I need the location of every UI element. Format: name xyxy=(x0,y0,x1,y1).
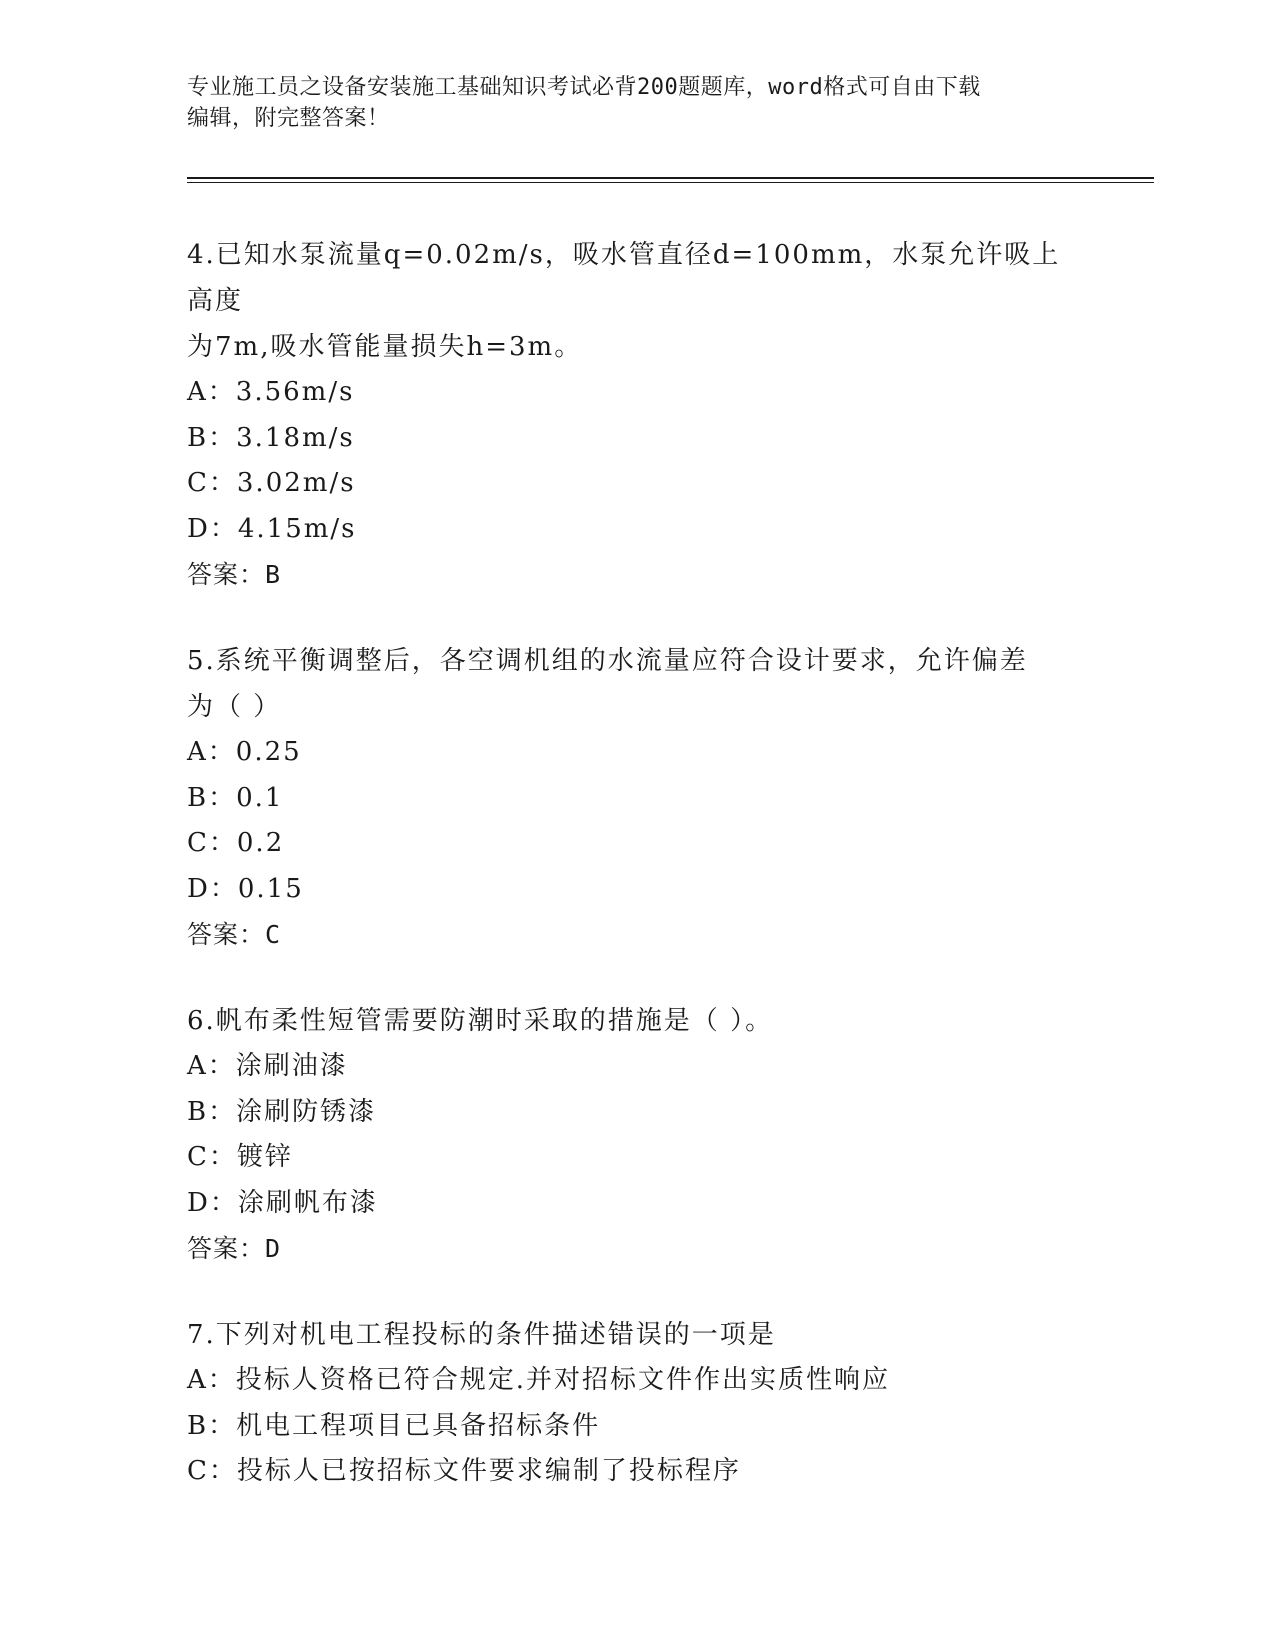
header-rule-thick xyxy=(187,177,1154,179)
question-stem-line: 6.帆布柔性短管需要防潮时采取的措施是（ ）。 xyxy=(187,1006,774,1036)
option-a: A：3.56m/s xyxy=(187,377,355,407)
document-header xyxy=(187,72,1087,134)
answer: 答案：D xyxy=(187,1234,282,1263)
question-stem-line: 为（ ） xyxy=(187,692,282,722)
question-stem-line: 4.已知水泵流量q=0.02m/s，吸水管直径d=100mm，水泵允许吸上高度 xyxy=(187,240,1061,316)
option-d: D：涂刷帆布漆 xyxy=(187,1187,378,1218)
option-b: B：0.1 xyxy=(187,782,284,813)
question-7 xyxy=(187,1312,1087,1495)
header-rule-thin xyxy=(187,182,1154,183)
answer: 答案：B xyxy=(187,560,282,589)
option-d: D：0.15 xyxy=(187,873,304,904)
option-b: B：3.18m/s xyxy=(187,422,355,453)
option-b: B：机电工程项目已具备招标条件 xyxy=(187,1410,601,1441)
option-a: A：投标人资格已符合规定.并对招标文件作出实质性响应 xyxy=(187,1365,891,1395)
header-line-1: 专业施工员之设备安装施工基础知识考试必背200题题库，word格式可自由下载 xyxy=(187,75,981,100)
question-5 xyxy=(187,638,1087,958)
option-a: A：0.25 xyxy=(187,737,302,767)
question-stem-line: 为7m,吸水管能量损失h=3m。 xyxy=(187,332,583,362)
option-c: C：投标人已按招标文件要求编制了投标程序 xyxy=(187,1456,741,1486)
option-c: C：3.02m/s xyxy=(187,468,356,498)
option-c: C：镀锌 xyxy=(187,1142,293,1172)
option-d: D：4.15m/s xyxy=(187,513,357,544)
question-stem-line: 5.系统平衡调整后，各空调机组的水流量应符合设计要求，允许偏差 xyxy=(187,646,1028,676)
question-4 xyxy=(187,232,1087,598)
question-stem-line: 7.下列对机电工程投标的条件描述错误的一项是 xyxy=(187,1320,776,1350)
question-6 xyxy=(187,998,1087,1272)
option-c: C：0.2 xyxy=(187,828,285,858)
header-line-2: 编辑，附完整答案！ xyxy=(187,106,390,131)
option-b: B：涂刷防锈漆 xyxy=(187,1096,377,1127)
question-list xyxy=(187,232,1087,1535)
option-a: A：涂刷油漆 xyxy=(187,1051,348,1081)
answer: 答案：C xyxy=(187,920,282,949)
